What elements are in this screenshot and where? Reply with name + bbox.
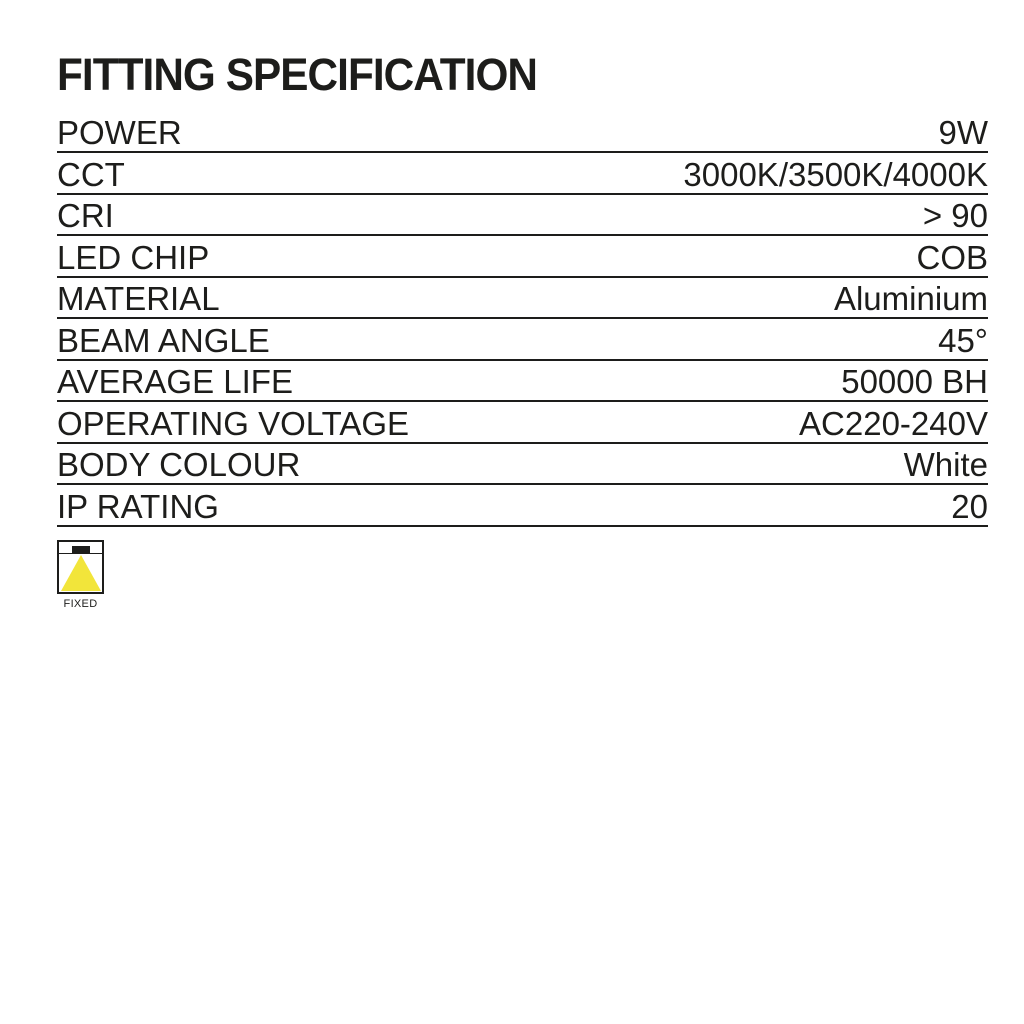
spec-value: 9W — [938, 114, 988, 152]
spec-row-power — [57, 112, 988, 154]
spec-row-cri — [57, 195, 988, 237]
spec-row-cct — [57, 153, 988, 195]
spec-label: POWER — [57, 114, 182, 152]
fixed-icon-label: FIXED — [63, 597, 98, 610]
spec-label: BODY COLOUR — [57, 446, 301, 484]
spec-label: LED CHIP — [57, 238, 210, 276]
spec-value: 50000 BH — [841, 363, 988, 401]
spec-label: BEAM ANGLE — [57, 321, 270, 359]
spec-value: Aluminium — [833, 280, 988, 318]
fixture-housing — [59, 542, 102, 554]
spec-value: 3000K/3500K/4000K — [683, 155, 988, 193]
spec-row-led-chip — [57, 236, 988, 278]
spec-label: AVERAGE LIFE — [57, 363, 293, 401]
light-beam-triangle — [61, 555, 101, 591]
spec-label: MATERIAL — [57, 280, 220, 318]
page-title: FITTING SPECIFICATION — [57, 49, 538, 100]
spec-label: IP RATING — [57, 487, 219, 525]
spec-label: OPERATING VOLTAGE — [57, 404, 410, 442]
spec-row-body-colour — [57, 444, 988, 486]
spec-label: CRI — [57, 197, 114, 235]
spec-table — [57, 112, 988, 527]
spec-row-ip-rating — [57, 485, 988, 527]
fixed-downlight-icon — [57, 540, 104, 594]
fixed-icon-block — [57, 540, 104, 610]
lamp-rectangle — [72, 546, 90, 554]
spec-value: COB — [916, 238, 988, 276]
spec-row-beam-angle — [57, 319, 988, 361]
spec-row-material — [57, 278, 988, 320]
spec-value: White — [903, 446, 988, 484]
spec-row-average-life — [57, 361, 988, 403]
spec-value: 20 — [951, 487, 988, 525]
spec-value: > 90 — [922, 197, 988, 235]
spec-value: AC220-240V — [799, 404, 988, 442]
spec-row-operating-voltage — [57, 402, 988, 444]
spec-value: 45° — [938, 321, 988, 359]
spec-label: CCT — [57, 155, 125, 193]
